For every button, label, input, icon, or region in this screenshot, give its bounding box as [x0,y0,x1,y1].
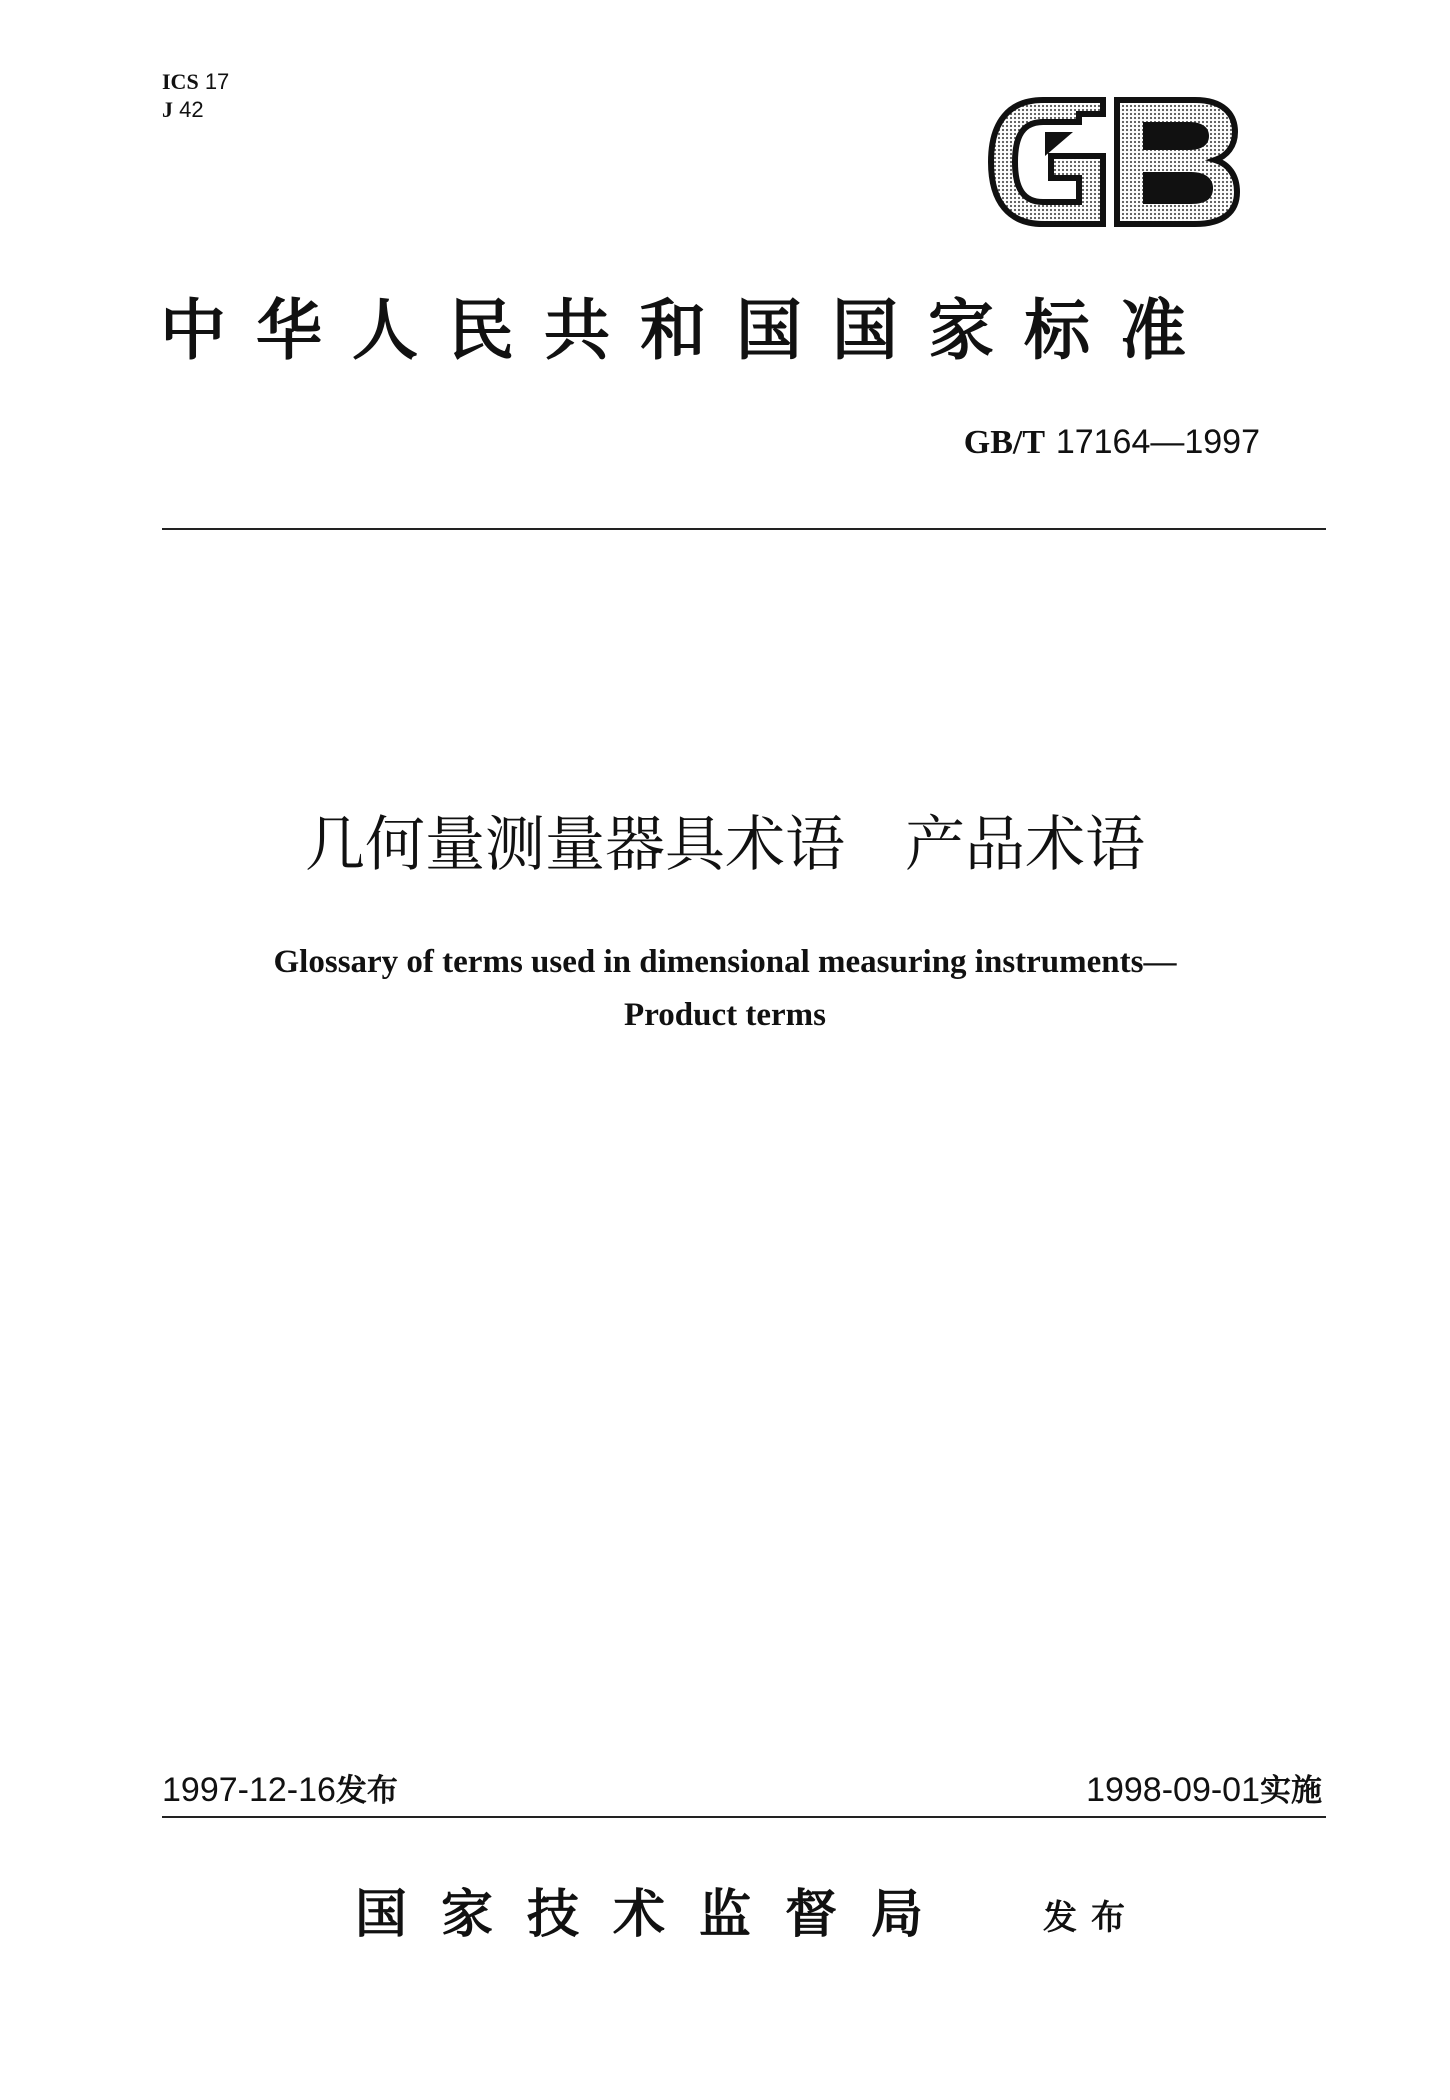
ccs-key: J [162,97,173,122]
document-title-en-line-2: Product terms [624,997,826,1033]
issued-by-label: 发布 [1043,1898,1139,1938]
effective-date [1086,1768,1322,1813]
standard-title: 中华人民共和国国家标准 [160,291,1216,369]
effective-date-value: 1998-09-01 [1086,1771,1260,1809]
issue-date-label: 发布 [335,1773,398,1809]
header-divider [162,528,1326,530]
issue-date [162,1768,398,1813]
standard-number-prefix: GB/T [963,424,1045,461]
footer-divider [162,1816,1326,1818]
effective-date-label: 实施 [1260,1773,1322,1809]
document-title-cn: 几何量测量器具术语 产品术语 [305,810,1145,880]
ccs-value: 42 [179,97,204,122]
ics-key: ICS [162,69,199,94]
issue-date-value: 1997-12-16 [162,1771,336,1809]
document-title-en-line-1: Glossary of terms used in dimensional measuring instruments— [273,944,1177,980]
ics-code [162,68,229,96]
ics-value: 17 [204,69,230,94]
standard-number [964,420,1260,465]
standard-number-value: 17164—1997 [1055,423,1260,461]
gb-standard-logo [985,92,1243,232]
ccs-code [162,96,204,124]
issuing-authority: 国家技术监督局 [355,1884,958,1945]
